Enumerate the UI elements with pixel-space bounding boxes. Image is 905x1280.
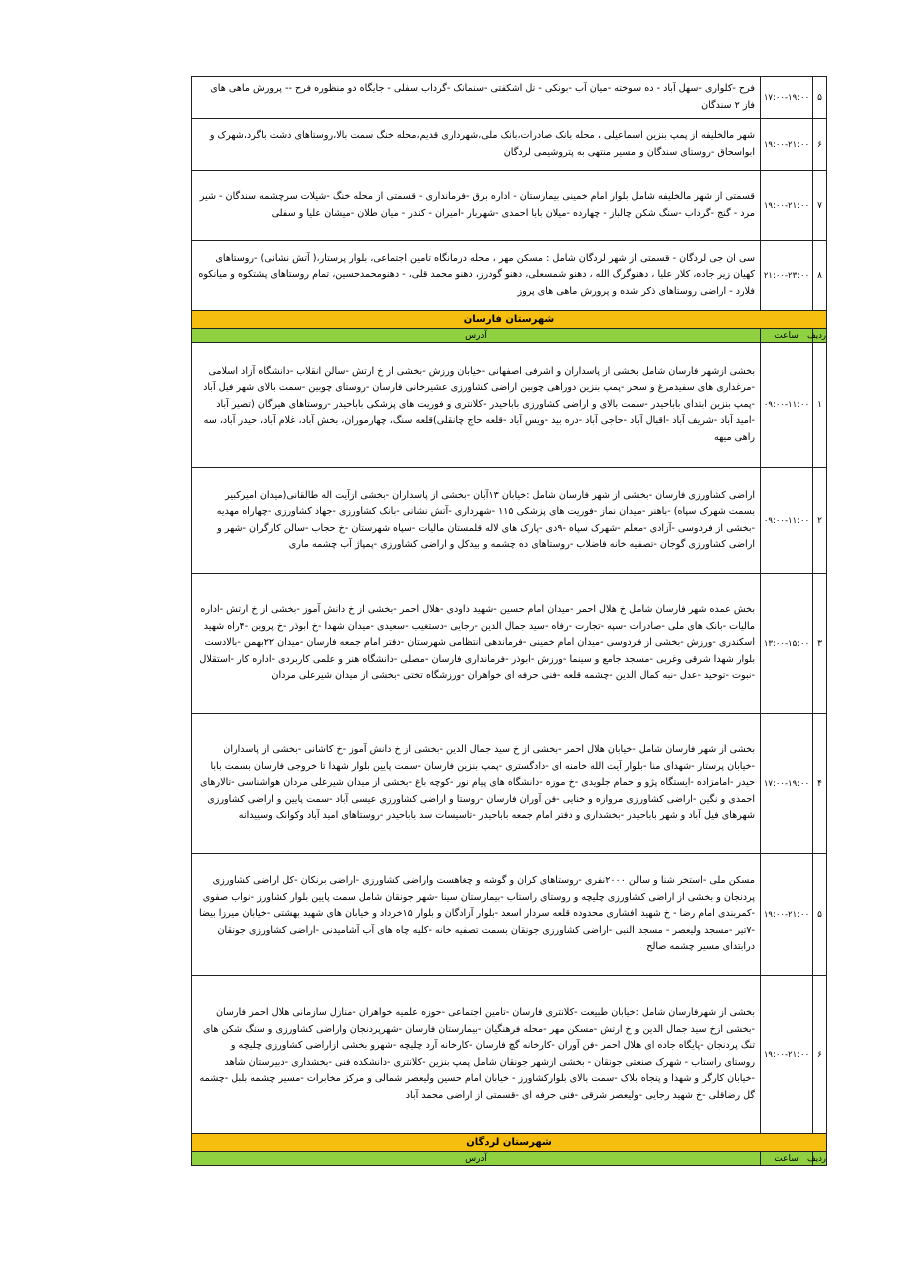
row-number: ۴ <box>813 714 827 854</box>
table-row <box>192 241 827 311</box>
header-time: ساعت <box>761 1152 813 1166</box>
row-number: ۳ <box>813 574 827 714</box>
header-row-number: ردیف <box>806 1153 826 1164</box>
row-number: ۲ <box>813 468 827 574</box>
row-address: اراضی کشاورزی فارسان -بخشی از شهر فارسان شامل :خیابان ۱۳آبان -بخشی از پاسداران -بخشی ازآیت اله طالقانی(میدان امیرکبیر بسمت شهرک سپاه) -باهنر -میدان نماز -فوریت های پزشکی ۱۱۵ -شهرداری -آتش نشانی -بانک کشاورزی -جهاد کشاورزی -چهاراه مهدیه -بخشی از فردوسی -آزادی -معلم -شهرک سپاه -۹دی -پارک های لاله قلمستان مالیات -سپاه شهرستان -خ حجاب -سالن کارگران -شهر و اراضی کشاورزی گوجان -تصفیه خانه فاضلاب -روستاهای ده چشمه و بیدکل و اراضی کشاورزی -پمپاژ آب چشمه ماری <box>192 468 761 574</box>
outage-table <box>191 76 827 1166</box>
table-row <box>192 468 827 574</box>
table-row <box>192 119 827 171</box>
table-row <box>192 574 827 714</box>
row-address: سی ان جی لردگان - قسمتی از شهر لردگان شامل : مسکن مهر ، محله درمانگاه تامین اجتماعی، بلوار پرستار،( آتش نشانی) -روستاهای کهیان زیر جاده، کلار علیا ، دهنوگرگ الله ، دهنو شمسعلی، دهنو گودرز، دهنو محمد قلی، - دهنومحمدحسین، تمام روستاهای پشتکوه و میانکوه فلارد - اراضی روستاهای ذکر شده و پرورش ماهی های پروز <box>192 241 761 311</box>
section-header-lordegan <box>192 1134 827 1152</box>
row-address: بخش عمده شهر فارسان شامل خ هلال احمر -میدان امام حسین -شهید داودی -هلال احمر -بخشی از خ دانش آموز -بخشی از خ ارتش -اداره مالیات -بانک های ملی -صادرات -سپه -تجارت -رفاه -سید جمال الدین -رجایی -دستغیب -سعیدی -میدان شهدا -خ ابوذر -خ پروین -۴راه شهید اسکندری -ورزش -بخشی از فردوسی -میدان امام خمینی -فرماندهی انتظامی شهرستان -دفتر امام جمعه فارسان -میدان ۲۲بهمن -بالادست بلوار شهدا شرقی وغربی -مسجد جامع و سینما -ورزش -ابوذر -فرمانداری فارسان -مصلی -دانشگاه هنر و علمی کاربردی -اداره کار -استقلال -نبوت -توحید -عدل -نبه کمال الدین -چشمه قلعه -فنی حرفه ای خواهران -ورزشگاه تختی -بخشی از میدان شیرعلی مردان <box>192 574 761 714</box>
column-header-row <box>192 329 827 343</box>
row-time: ۰۹:۰۰-۱۱:۰۰ <box>761 343 813 468</box>
row-time: ۱۹:۰۰-۲۱:۰۰ <box>761 976 813 1134</box>
row-number: ۷ <box>813 171 827 241</box>
row-time: ۱۷:۰۰-۱۹:۰۰ <box>761 714 813 854</box>
table-row <box>192 714 827 854</box>
header-address: آدرس <box>192 1152 761 1166</box>
row-address: بخشی از شهرفارسان شامل :خیابان طبیعت -کلانتری فارسان -تامین اجتماعی -حوزه علمیه خواهران -منازل سازمانی هلال احمر فارسان -بخشی ازخ سید جمال الدین و خ ارتش -مسکن مهر -محله فرهنگیان -بیمارستان فارسان -شهرپردنجان واراضی کشاورزی و سنگ شکن های تنگ پردنجان -پایگاه جاده ای هلال احمر -فن آوران -کارخانه گچ فارسان -کارخانه آرد چلیچه -شهرو بخشی ازاراضی کشاورزی چلیچه و روستای راستاب - شهرک صنعتی جونقان - بخشی ازشهر جونقان شامل پمپ بنزین -کلانتری -دانشکده فنی -بخشداری -دبیرستان شاهد -خیابان کارگر و شهدا و پنجاه بلاک -سمت بالای بلوارکشاورز - خیابان امام حسین ولیعصر شمالی و مرکز مخابرات -مسیر چشمه بلبل -چشمه گل رضاقلی -خ شهید رجایی -ولیعصر شرقی -فنی حرفه ای -قسمتی از اراضی محمد آباد <box>192 976 761 1134</box>
outage-schedule-sheet <box>191 76 827 1166</box>
row-number: ۵ <box>813 854 827 976</box>
row-time: ۰۹:۰۰-۱۱:۰۰ <box>761 468 813 574</box>
row-number: ۶ <box>813 976 827 1134</box>
row-number: ۵ <box>813 77 827 119</box>
section-title: شهرستان لردگان <box>192 1134 827 1152</box>
table-row <box>192 976 827 1134</box>
row-time: ۱۹:۰۰-۲۱:۰۰ <box>761 119 813 171</box>
table-row <box>192 343 827 468</box>
header-row-number: ردیف <box>806 330 826 341</box>
column-header-row <box>192 1152 827 1166</box>
row-time: ۲۱:۰۰-۲۳:۰۰ <box>761 241 813 311</box>
row-time: ۱۳:۰۰-۱۵:۰۰ <box>761 574 813 714</box>
row-number: ۸ <box>813 241 827 311</box>
row-address: قسمتی از شهر مالخلیفه شامل بلوار امام خمینی بیمارستان - اداره برق -فرمانداری - قسمتی از محله خنگ -شیلات سرچشمه سندگان - شیر مرد - گنج -گرداب -سنگ شکن چالباز - چهارده -میلان بابا احمدی -شهربار -امیران - کندر - میان طلان -میشان علیا و سفلی <box>192 171 761 241</box>
table-row <box>192 171 827 241</box>
row-number: ۱ <box>813 343 827 468</box>
row-time: ۱۷:۰۰-۱۹:۰۰ <box>761 77 813 119</box>
header-time: ساعت <box>761 329 813 343</box>
row-time: ۱۹:۰۰-۲۱:۰۰ <box>761 171 813 241</box>
table-row <box>192 854 827 976</box>
section-title: شهرستان فارسان <box>192 311 827 329</box>
row-address: بخشی از شهر فارسان شامل -خیابان هلال احمر -بخشی از خ سید جمال الدین -بخشی از خ دانش آموز -خ کاشانی -بخشی از پاسداران -خیابان پرستار -شهدای منا -بلوار آیت الله خامنه ای -دادگستری -پمپ بنزین فارسان -سمت پایین بلوار شهدا تا خروجی فارسان بسمت بابا حیدر -امامزاده -ایستگاه پژو و حمام جلویدی -خ موزه -دانشگاه های پیام نور -کوچه باغ -بخشی از میدان شیرعلی مردان هواشناسی -تالارهای احمدی و نگین -اراضی کشاورزی مروازه و خنایی -فن آوران فارسان -روستا و اراضی کشاورزی عیسی آباد -سمت پایین و اراضی کشاورزی شهرهای فیل آباد و شهر باباحیدر -بخشداری و دفتر امام جمعه باباحیدر -تاسیسات سد باباحیدر -روستاهای امید آباد وکوانک وسییدانه <box>192 714 761 854</box>
row-time: ۱۹:۰۰-۲۱:۰۰ <box>761 854 813 976</box>
row-number: ۶ <box>813 119 827 171</box>
header-address: آدرس <box>192 329 761 343</box>
row-address: بخشی ازشهر فارسان شامل بخشی از پاسداران و اشرفی اصفهانی -خیابان ورزش -بخشی از خ ارتش -سالن انقلاب -دانشگاه آزاد اسلامی -مرغداری های سفیدمرغ و سحر -پمپ بنزین دوراهی چوبین اراضی کشاورزی عشیرخانی فارسان -روستای چوبین -سمت بالای شهر فیل آباد -پمپ بنزین ابتدای باباحیدر -سمت بالای و اراضی کشاورزی باباحیدر -کلانتری و فوریت های پزشکی باباحیدر -روستاهای هیرگان (تصیر آباد -امید آباد -شریف آباد -اقبال آباد -حاجی آباد -دره بید -ویس آباد -قلعه حاج چانقلی)قلعه سنگ، چهارموران، بخش آباد، غلام آباد، حیدر آباد، سه راهی میهه <box>192 343 761 468</box>
row-address: فرح -کلواری -سهل آباد - ده سوخته -میان آب -بونکی - تل اشکفتی -سنمانک -گرداب سفلی - جایگاه دو منظوره فرح -- پرورش ماهی های فاز ۲ سندگان <box>192 77 761 119</box>
section-header-farsan <box>192 311 827 329</box>
row-address: مسکن ملی -استخر شنا و سالن ۲۰۰۰نفری -روستاهای کران و گوشه و چغاهست واراضی کشاورزی -اراضی برنکان -کل اراضی کشاورزی پردنجان و بخشی از اراضی کشاورزی چلیچه و روستای راستاب -بیمارستان سینا -شهر جونقان شامل سمت پایین بلوار کشاورز -نواب صفوی -کمربندی امام رضا - خ شهید افشاری محدوده قلعه سردار اسعد -بلوار آزادگان و بلوار ۱۵خرداد و خیابان های شهید بهشتی -خیابان میرزا بیضا -۷تیر -مسجد ولیعصر - مسجد النبی -اراضی کشاورزی جونقان بسمت تصفیه خانه -کلیه چاه های آب آشامیدنی -اراضی کشاورزی جونقان درابتدای مسیر چشمه صالح <box>192 854 761 976</box>
table-row <box>192 77 827 119</box>
row-address: شهر مالخلیفه از پمپ بنزین اسماعیلی ، محله بانک صادرات،بانک ملی،شهرداری قدیم،محله خنگ سمت بالا،روستاهای دشت باگرد،شهرک و ابواسحاق -روستای سندگان و مسیر منتهی به پتروشیمی لردگان <box>192 119 761 171</box>
